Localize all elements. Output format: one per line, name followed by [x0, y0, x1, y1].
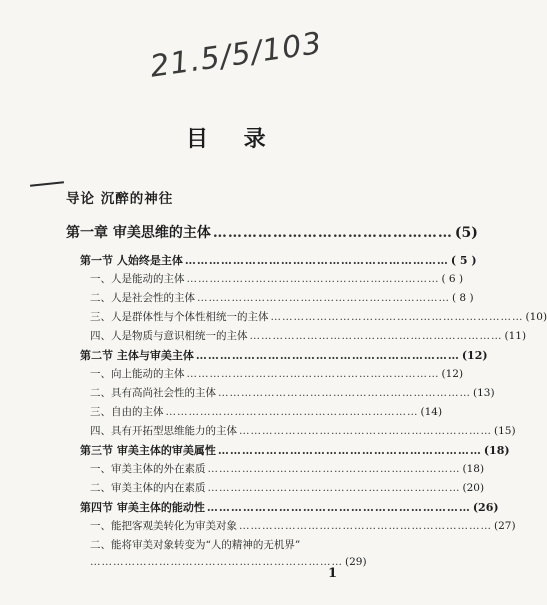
page-number: 1 [328, 566, 338, 581]
toc-entry-page: (12) [441, 368, 464, 380]
toc-entry-label: 二、具有高尚社会性的主体 [90, 387, 216, 399]
toc-entry-page: (11) [504, 330, 527, 342]
toc-entry-page: ( 5 ) [450, 254, 477, 267]
toc-entry-label: 第一节 人始终是主体 [80, 254, 183, 267]
toc-entry-page: ( 8 ) [452, 292, 474, 304]
toc-entry-page: (20) [462, 482, 485, 494]
toc-entry-last [80, 537, 360, 556]
toc-item [80, 480, 485, 499]
toc-section [80, 347, 488, 366]
toc-entry-page: (18) [483, 444, 510, 457]
chapter-label: 第一章 审美思维的主体 [66, 225, 211, 241]
toc-section [80, 499, 499, 518]
toc-entry-label: 二、人是社会性的主体 [90, 292, 195, 304]
margin-mark [30, 181, 64, 187]
dot-leader: ………………………………………………………… [197, 292, 450, 304]
toc-entry-label: 一、人是能动的主体 [90, 273, 185, 285]
dot-leader: ………………………………………………………… [186, 368, 440, 380]
toc-entry-page: (13) [473, 387, 495, 399]
dot-leader: ………………………………………… [212, 225, 453, 241]
toc-item [80, 385, 495, 404]
dot-leader: ………………………………………………………… [206, 501, 471, 514]
toc-entry-label: 四、人是物质与意识相统一的主体 [90, 330, 248, 342]
toc-item [80, 290, 474, 309]
dot-leader: ………………………………………………………… [249, 330, 503, 342]
dot-leader: ………………………………………………………… [184, 254, 449, 267]
toc-entry-page: (26) [472, 501, 499, 514]
dot-leader: ………………………………………………………… [207, 463, 461, 475]
dot-leader: ………………………………………………………… [186, 273, 440, 285]
dot-leader: ………………………………………………………… [218, 387, 471, 399]
toc-entry-page: (15) [494, 425, 516, 437]
intro-entry: 导论 沉醉的神往 [66, 191, 174, 207]
toc-item [80, 518, 516, 537]
toc-entry-label: 四、具有开拓型思维能力的主体 [90, 425, 237, 437]
toc-item [80, 423, 516, 442]
toc-entry-label: 第二节 主体与审美主体 [80, 349, 194, 362]
dot-leader: ………………………………………………………… [90, 556, 343, 568]
toc-entry-page: (14) [420, 406, 443, 418]
toc-entry-page: (12) [461, 349, 488, 362]
toc-item [80, 309, 547, 328]
toc-item [80, 461, 485, 480]
dot-leader: ………………………………………………………… [217, 444, 482, 457]
toc-section [80, 442, 510, 461]
toc-entry-page: ( 6 ) [441, 273, 464, 285]
page-title: 目 录 [186, 126, 280, 152]
dot-leader: ………………………………………………………… [239, 425, 492, 437]
toc-item [80, 271, 464, 290]
toc-entry-page: (10) [525, 311, 547, 323]
toc-item [80, 366, 464, 385]
toc-entry-label: 一、审美主体的外在素质 [90, 463, 206, 475]
toc-entry-page: (27) [494, 520, 516, 532]
toc-entry-label: 二、能将审美对象转变为“人的精神的无机界” [90, 539, 301, 551]
toc-entry-page: (18) [462, 463, 485, 475]
handwritten-note: 21.5/5/103 [148, 25, 325, 85]
toc-section [80, 252, 477, 271]
toc-entry-label: 第四节 审美主体的能动性 [80, 501, 205, 514]
dot-leader: ………………………………………………………… [165, 406, 419, 418]
toc-entry-label: 三、人是群体性与个体性相统一的主体 [90, 311, 269, 323]
dot-leader: ………………………………………………………… [270, 311, 524, 323]
toc-item [80, 404, 443, 423]
dot-leader: ………………………………………………………… [239, 520, 492, 532]
chapter-page: (5) [454, 225, 478, 241]
toc-entry-label: 一、向上能动的主体 [90, 368, 185, 380]
dot-leader: ………………………………………………………… [207, 482, 461, 494]
dot-leader: ………………………………………………………… [195, 349, 460, 362]
toc-entry-label: 三、自由的主体 [90, 406, 164, 418]
chapter-entry [66, 222, 478, 242]
toc-entry-last-page [80, 556, 367, 575]
toc-entry-label: 二、审美主体的内在素质 [90, 482, 206, 494]
toc-entry-label: 一、能把客观美转化为审美对象 [90, 520, 237, 532]
toc-list [80, 252, 547, 575]
toc-entry-page: (29) [345, 556, 367, 568]
toc-item [80, 328, 527, 347]
toc-entry-label: 第三节 审美主体的审美属性 [80, 444, 216, 457]
